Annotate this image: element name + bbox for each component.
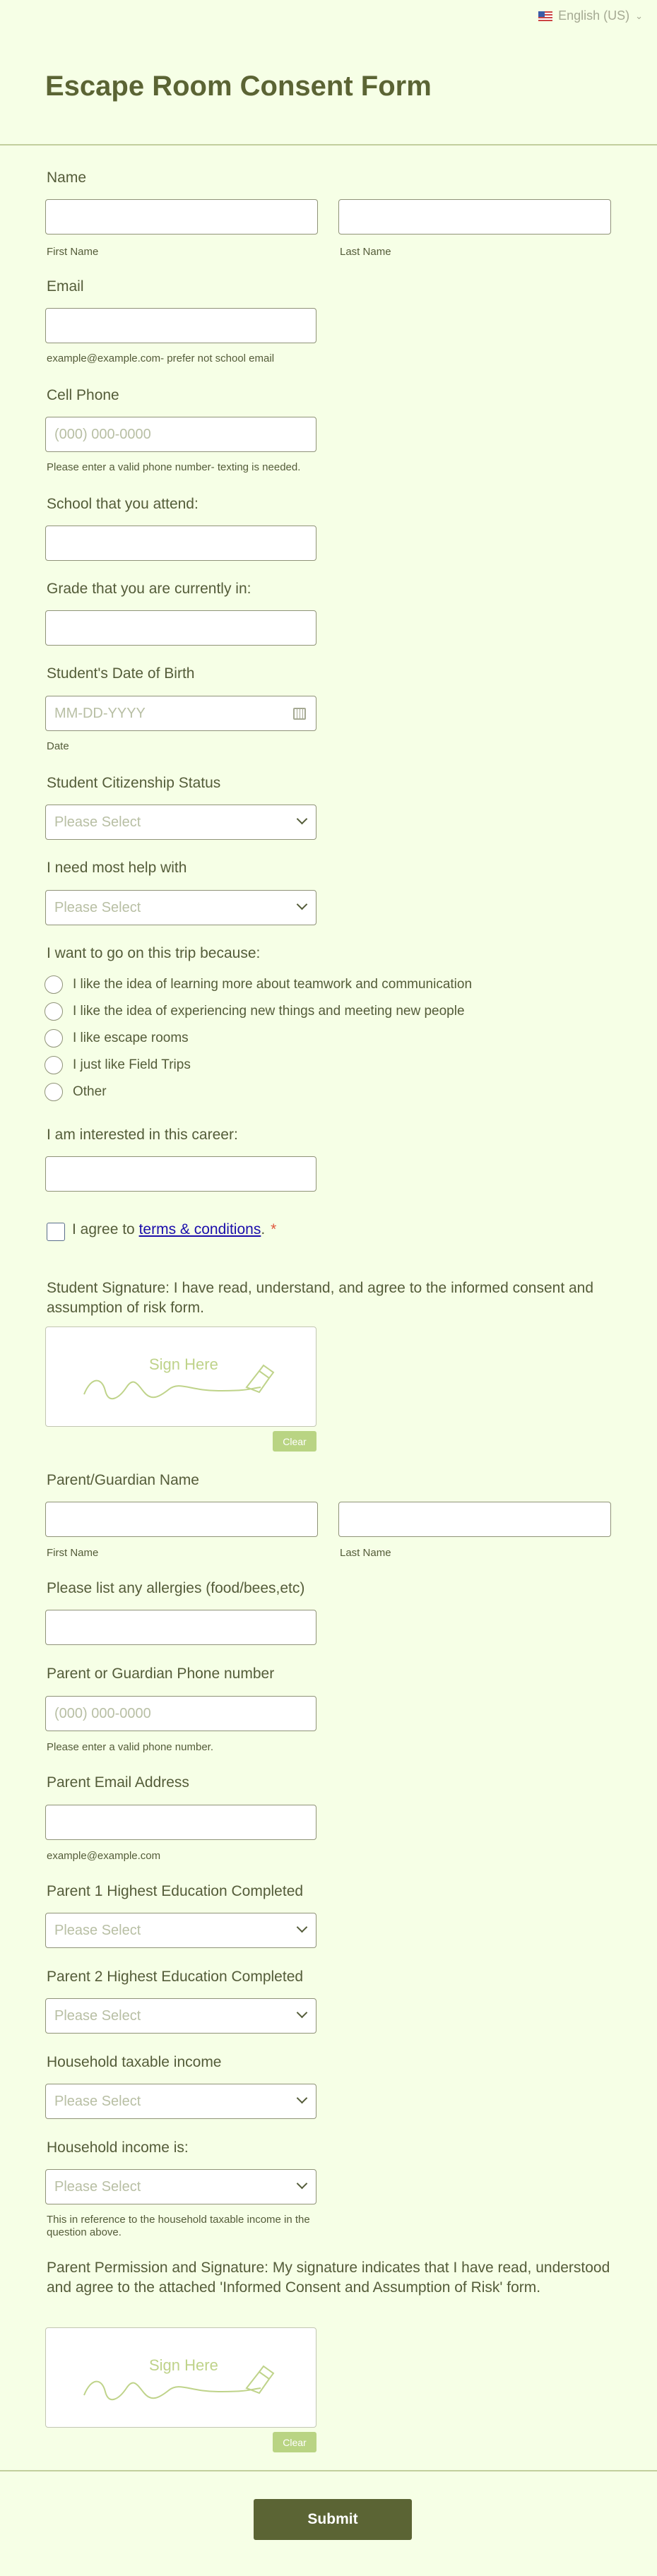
email-sublabel: example@example.com- prefer not school email bbox=[47, 352, 275, 364]
help-placeholder: Please Select bbox=[54, 899, 141, 915]
parent1-education-select[interactable] bbox=[45, 1913, 316, 1948]
cell-phone-label: Cell Phone bbox=[47, 387, 119, 403]
taxable-income-label: Household taxable income bbox=[47, 2054, 222, 2070]
terms-link[interactable]: terms & conditions bbox=[138, 1221, 261, 1237]
terms-suffix: . bbox=[261, 1221, 266, 1237]
terms-text bbox=[72, 1221, 276, 1238]
citizenship-label: Student Citizenship Status bbox=[47, 775, 221, 791]
income-is-placeholder: Please Select bbox=[54, 2178, 141, 2195]
parent1-education-placeholder: Please Select bbox=[54, 1922, 141, 1938]
parent-signature-label: Parent Permission and Signature: My signature indicates that I have read, understood and agree to the attached 'Informed Consent and Assumption of Risk' form. bbox=[47, 2260, 610, 2296]
cell-phone-placeholder: (000) 000-0000 bbox=[54, 426, 151, 442]
school-input[interactable] bbox=[45, 526, 316, 561]
chevron-down-icon bbox=[297, 1922, 308, 1933]
parent-last-name-sublabel: Last Name bbox=[340, 1547, 391, 1559]
help-select[interactable] bbox=[45, 890, 316, 925]
taxable-income-select[interactable] bbox=[45, 2084, 316, 2119]
first-name-sublabel: First Name bbox=[47, 246, 99, 258]
allergies-label: Please list any allergies (food/bees,etc) bbox=[47, 1580, 305, 1596]
name-label: Name bbox=[47, 170, 87, 186]
terms-prefix: I agree to bbox=[72, 1221, 135, 1237]
clear-student-signature-button[interactable]: Clear bbox=[273, 1431, 316, 1452]
parent-email-input[interactable] bbox=[45, 1805, 316, 1840]
chevron-down-icon bbox=[297, 2093, 308, 2104]
trip-option[interactable] bbox=[45, 1083, 107, 1101]
career-input[interactable] bbox=[45, 1156, 316, 1192]
parent-phone-sublabel: Please enter a valid phone number. bbox=[47, 1741, 213, 1753]
grade-label: Grade that you are currently in: bbox=[47, 581, 251, 597]
parent-name-label: Parent/Guardian Name bbox=[47, 1472, 199, 1488]
dob-placeholder: MM-DD-YYYY bbox=[54, 705, 146, 721]
dob-label: Student's Date of Birth bbox=[47, 665, 195, 682]
dob-input[interactable] bbox=[45, 696, 316, 731]
chevron-down-icon bbox=[297, 2007, 308, 2019]
parent-email-sublabel: example@example.com bbox=[47, 1850, 161, 1862]
trip-option-label: Other bbox=[73, 1084, 107, 1099]
cell-phone-input[interactable] bbox=[45, 417, 316, 452]
radio-button[interactable] bbox=[45, 1056, 63, 1074]
parent-email-label: Parent Email Address bbox=[47, 1774, 189, 1791]
last-name-sublabel: Last Name bbox=[340, 246, 391, 258]
citizenship-placeholder: Please Select bbox=[54, 814, 141, 830]
help-label: I need most help with bbox=[47, 860, 187, 876]
clear-parent-signature-button[interactable]: Clear bbox=[273, 2432, 316, 2452]
trip-option[interactable] bbox=[45, 975, 472, 994]
parent-phone-input[interactable] bbox=[45, 1696, 316, 1731]
school-label: School that you attend: bbox=[47, 496, 199, 512]
grade-input[interactable] bbox=[45, 610, 316, 646]
dob-sublabel: Date bbox=[47, 740, 69, 752]
parent-first-name-input[interactable] bbox=[45, 1502, 318, 1537]
trip-option-label: I just like Field Trips bbox=[73, 1057, 191, 1072]
trip-option[interactable] bbox=[45, 1056, 191, 1074]
form-header bbox=[0, 0, 657, 146]
language-label: English (US) bbox=[558, 8, 630, 23]
parent2-education-placeholder: Please Select bbox=[54, 2007, 141, 2024]
trip-option[interactable] bbox=[45, 1029, 189, 1047]
radio-button[interactable] bbox=[45, 1029, 63, 1047]
allergies-input[interactable] bbox=[45, 1610, 316, 1645]
first-name-input[interactable] bbox=[45, 199, 318, 235]
income-is-select[interactable] bbox=[45, 2169, 316, 2204]
sign-here-text: Sign Here bbox=[149, 1355, 218, 1373]
cell-phone-sublabel: Please enter a valid phone number- texting is needed. bbox=[47, 461, 301, 473]
radio-button[interactable] bbox=[45, 975, 63, 994]
calendar-icon[interactable] bbox=[293, 708, 306, 720]
parent-signature-pad[interactable] bbox=[45, 2327, 316, 2428]
student-signature-pad[interactable] bbox=[45, 1326, 316, 1427]
parent-phone-label: Parent or Guardian Phone number bbox=[47, 1666, 275, 1682]
chevron-down-icon bbox=[297, 814, 308, 825]
trip-option[interactable] bbox=[45, 1002, 465, 1021]
parent-last-name-input[interactable] bbox=[338, 1502, 611, 1537]
radio-button[interactable] bbox=[45, 1002, 63, 1021]
parent-first-name-sublabel: First Name bbox=[47, 1547, 99, 1559]
parent2-education-label: Parent 2 Highest Education Completed bbox=[47, 1969, 304, 1985]
trip-option-label: I like escape rooms bbox=[73, 1031, 189, 1045]
income-is-label: Household income is: bbox=[47, 2139, 189, 2156]
chevron-down-icon bbox=[297, 2178, 308, 2190]
submit-button[interactable]: Submit bbox=[254, 2499, 412, 2540]
radio-button[interactable] bbox=[45, 1083, 63, 1101]
parent1-education-label: Parent 1 Highest Education Completed bbox=[47, 1883, 304, 1899]
page-title: Escape Room Consent Form bbox=[45, 71, 432, 102]
citizenship-select[interactable] bbox=[45, 805, 316, 840]
trip-option-label: I like the idea of learning more about teamwork and communication bbox=[73, 977, 473, 992]
sign-here-text: Sign Here bbox=[149, 2356, 218, 2374]
chevron-down-icon bbox=[297, 899, 308, 910]
email-label: Email bbox=[47, 278, 84, 295]
terms-checkbox[interactable] bbox=[47, 1223, 65, 1241]
parent2-education-select[interactable] bbox=[45, 1998, 316, 2034]
trip-option-label: I like the idea of experiencing new things and meeting new people bbox=[73, 1004, 465, 1019]
taxable-income-placeholder: Please Select bbox=[54, 2093, 141, 2109]
career-label: I am interested in this career: bbox=[47, 1127, 238, 1143]
income-is-sublabel: This in reference to the household taxable income in the question above. bbox=[47, 2214, 310, 2238]
email-input[interactable] bbox=[45, 308, 316, 343]
student-signature-label: Student Signature: I have read, understand, and agree to the informed consent and assumption of risk form. bbox=[47, 1280, 594, 1316]
trip-label: I want to go on this trip because: bbox=[47, 945, 261, 961]
required-mark: * bbox=[271, 1221, 277, 1237]
footer-divider bbox=[0, 2470, 657, 2471]
last-name-input[interactable] bbox=[338, 199, 611, 235]
chevron-down-icon: ⌄ bbox=[635, 10, 643, 21]
parent-phone-placeholder: (000) 000-0000 bbox=[54, 1705, 151, 1721]
